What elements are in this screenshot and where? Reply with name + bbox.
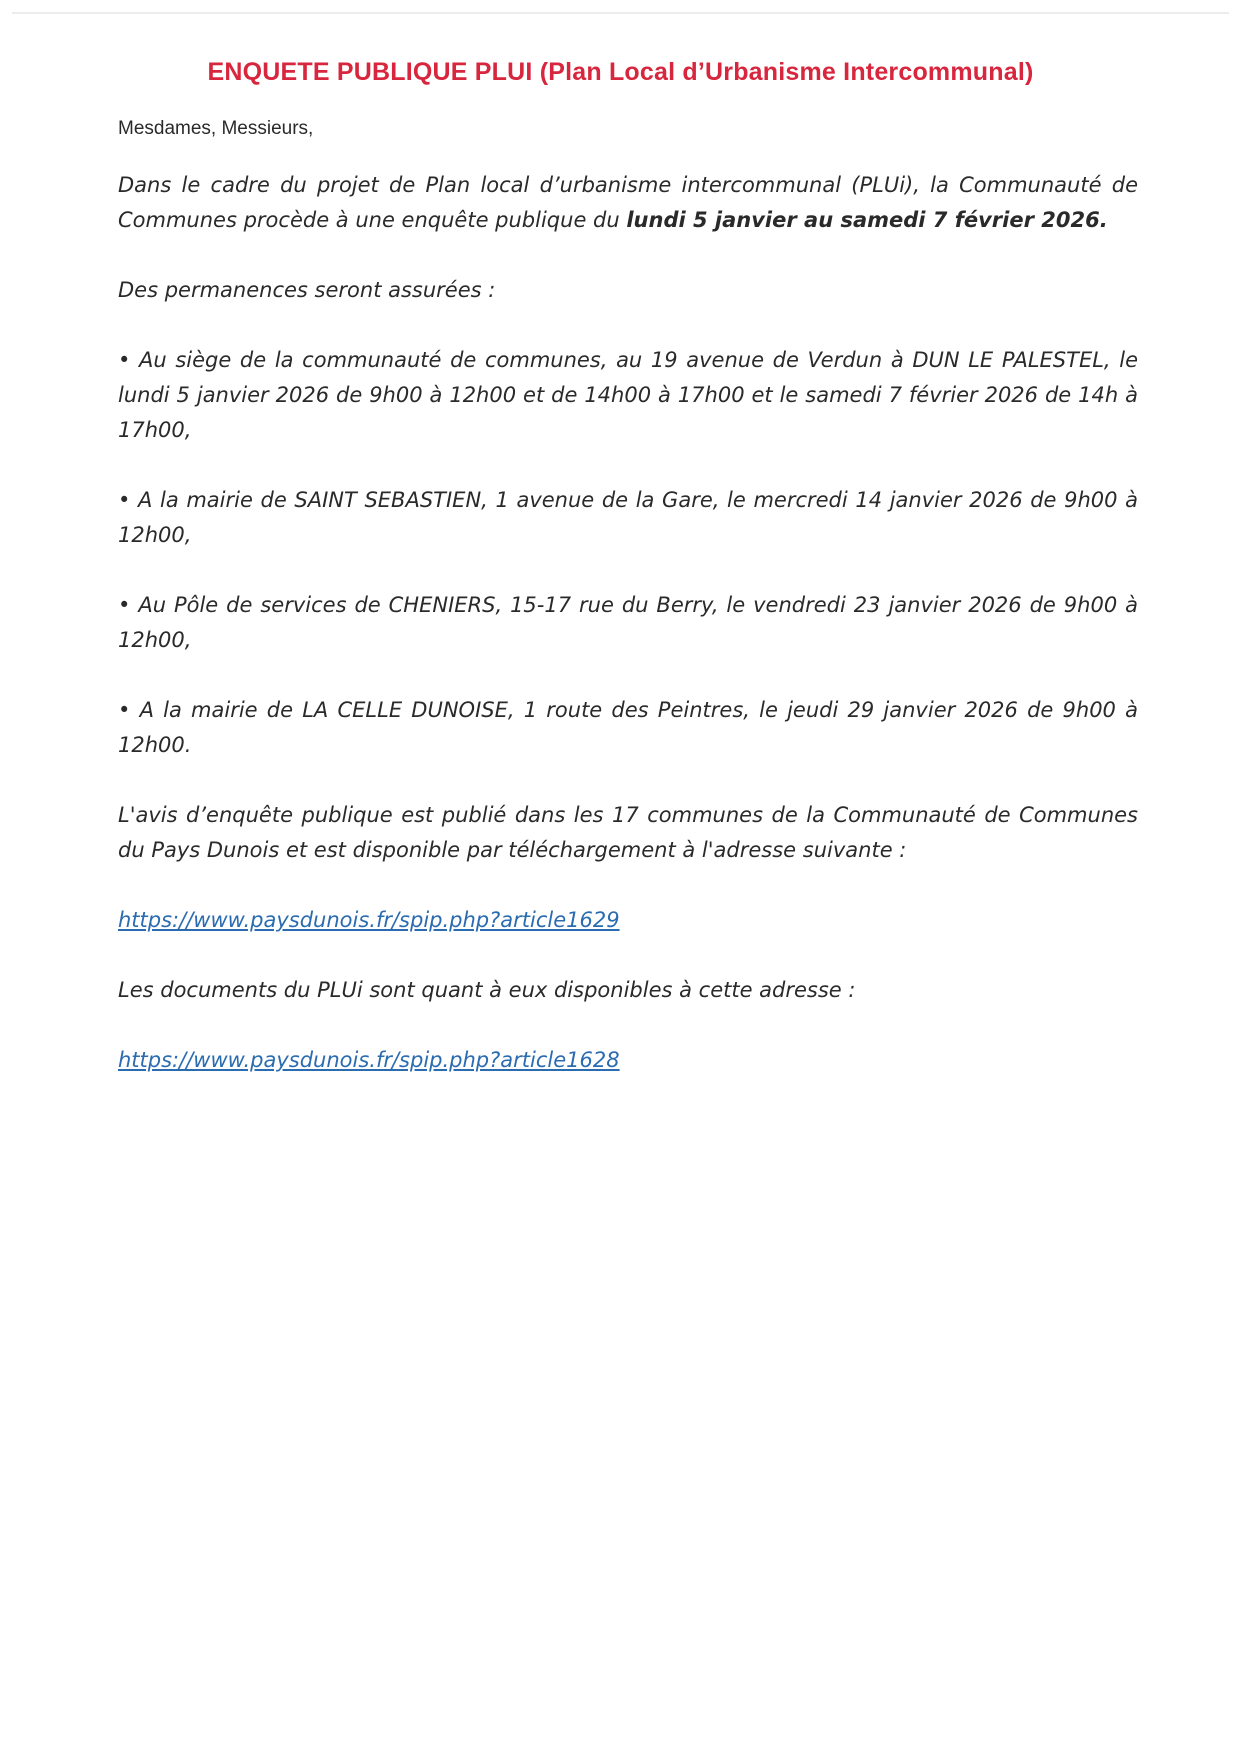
permanence-item: • A la mairie de LA CELLE DUNOISE, 1 route des Peintres, le jeudi 29 janvier 2026 de 9h00 à 12h00. [118,698,1138,757]
permanence-item: • Au siège de la communauté de communes, au 19 avenue de Verdun à DUN LE PALESTEL, le lundi 5 janvier 2026 de 9h00 à 12h00 et de 14h00 à 17h00 et le samedi 7 février 2026 de 14h à 17h00, [118,348,1138,442]
intro-paragraph [118,168,1138,238]
permanence-item: • Au Pôle de services de CHENIERS, 15-17 rue du Berry, le vendredi 23 janvier 2026 de 9h00 à 12h00, [118,593,1138,652]
documents-link[interactable]: https://www.paysdunois.fr/spip.php?article1628 [118,1048,620,1072]
avis-link-line [118,903,1138,938]
permanences-heading: Des permanences seront assurées : [118,278,496,302]
scan-edge-line [12,12,1229,14]
document-title: ENQUETE PUBLIQUE PLUI (Plan Local d’Urbanisme Intercommunal) [207,58,1034,86]
document-body [118,168,1138,1113]
documents-paragraph: Les documents du PLUi sont quant à eux disponibles à cette adresse : [118,978,856,1002]
documents-link-line [118,1043,1138,1078]
salutation: Mesdames, Messieurs, [118,118,314,139]
intro-dates: lundi 5 janvier au samedi 7 février 2026. [626,208,1108,232]
permanence-item: • A la mairie de SAINT SEBASTIEN, 1 avenue de la Gare, le mercredi 14 janvier 2026 de 9h00 à 12h00, [118,488,1138,547]
avis-paragraph: L'avis d’enquête publique est publié dans les 17 communes de la Communauté de Communes du Pays Dunois et est disponible par téléchargement à l'adresse suivante : [118,803,1138,862]
intro-text: Dans le cadre du projet de Plan local d’urbanisme intercommunal (PLUi), la Communauté de Communes procède à une enquête publique du [118,173,1138,232]
avis-link[interactable]: https://www.paysdunois.fr/spip.php?article1629 [118,908,620,932]
